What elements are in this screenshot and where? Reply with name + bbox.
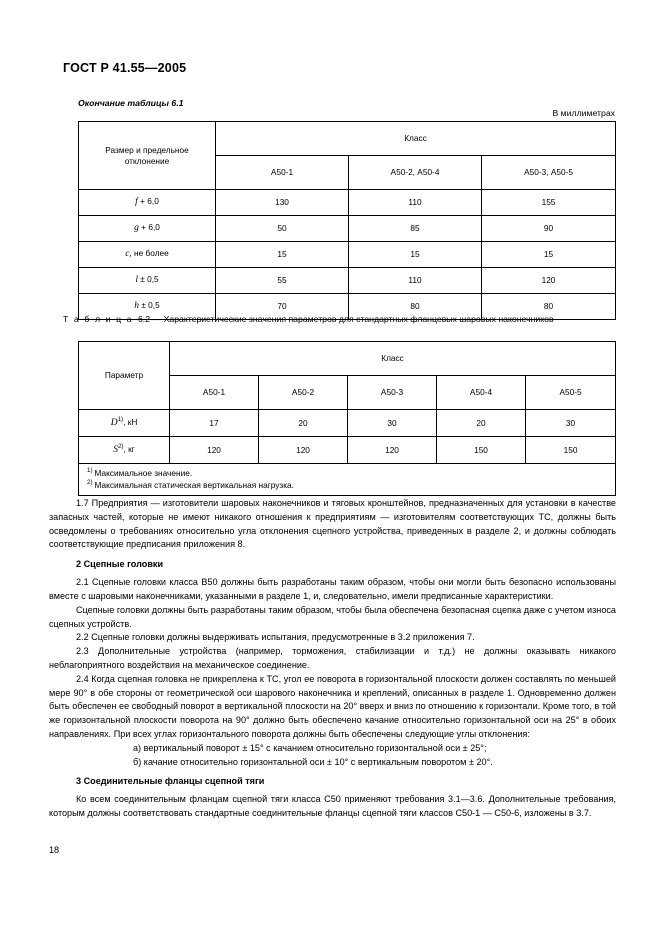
paragraph-3: Ко всем соединительным фланцам сцепной тяги класса С50 применяют требования 3.1—3.6. Дополнительные требования, которым должны соответствовать стандартные соединительные фланцы сцепной тяги классов С50-1 — С50-6, изложены в 3.7. — [49, 794, 616, 819]
param-symbol: f — [135, 197, 138, 208]
table-61-header-row-1 — [79, 122, 616, 156]
table-61-class-header-0: А50-1 — [216, 156, 349, 190]
table-61-cell-3-0: 55 — [216, 268, 349, 294]
table-61-units-note: В миллиметрах — [552, 108, 615, 118]
footnote-marker-1: 1) — [87, 467, 93, 475]
table-61-cell-2-1: 15 — [349, 242, 482, 268]
param-symbol: S — [113, 444, 118, 455]
table-61-cell-0-2: 155 — [482, 190, 616, 216]
table-62-cell-0-1: 20 — [259, 410, 348, 437]
footnote-text-1: Максимальное значение. — [94, 468, 193, 478]
table-62-class-header-4: А50-5 — [526, 376, 616, 410]
param-symbol: h — [134, 301, 140, 312]
paragraph-2-1: 2.1 Сцепные головки класса В50 должны быть разработаны таким образом, чтобы они могли быть безопасно использованы вместе с шаровыми наконечниками, указанными в разделе 1, и, следовательно, имели предписанные характеристики. — [49, 577, 616, 601]
heading-section-3: 3 Соединительные фланцы сцепной тяги — [76, 776, 265, 787]
table-61-param-0 — [79, 190, 216, 216]
table-62-cell-1-2: 120 — [348, 437, 437, 464]
param-rest: + 6,0 — [137, 196, 159, 207]
table-62-footnotes-row — [79, 464, 616, 496]
table-row — [79, 216, 616, 242]
table-61-cell-3-1: 110 — [349, 268, 482, 294]
table-61-group-header: Класс — [216, 122, 616, 156]
table-62-class-header-1: А50-2 — [259, 376, 348, 410]
table-61-cell-3-2: 120 — [482, 268, 616, 294]
param-rest: , кг — [123, 443, 135, 454]
table-62-cell-1-0: 120 — [170, 437, 259, 464]
table-61-cell-0-0: 130 — [216, 190, 349, 216]
paragraph-2-1b: Сцепные головки должны быть разработаны таким образом, чтобы была обеспечена безопасная сцепка даже с учетом износа сцепных устройств. — [49, 604, 616, 629]
table-62-footnotes — [79, 464, 616, 496]
paragraph-1-7: 1.7 Предприятия — изготовители шаровых наконечников и тяговых кронштейнов, предназначенных для установки в качестве запасных частей, которые не имеют никакого отношения к предприятиям — изготовителям соответствующих ТС, должны быть осведомлены о требованиях относительно угла отклонения сцепного устройства, приведенных в разделе 2, и должны соблюдать соответствующие предписания приложения 8. — [49, 498, 616, 550]
table-row — [79, 268, 616, 294]
footnote-text-2: Максимальная статическая вертикальная нагрузка. — [94, 480, 294, 491]
table-61-cell-1-0: 50 — [216, 216, 349, 242]
table-61-class-header-2: А50-3, А50-5 — [482, 156, 616, 190]
param-superscript: 2) — [117, 442, 124, 450]
table-62-caption-label: Т а б л и ц а — [63, 314, 134, 324]
table-61-cell-1-2: 90 — [482, 216, 616, 242]
table-62-cell-0-3: 20 — [437, 410, 526, 437]
table-62-cell-0-2: 30 — [348, 410, 437, 437]
table-62-cell-1-3: 150 — [437, 437, 526, 464]
table-62-class-header-2: А50-3 — [348, 376, 437, 410]
heading-section-2: 2 Сцепные головки — [76, 559, 164, 570]
param-superscript: 1) — [117, 415, 124, 423]
table-row — [79, 437, 616, 464]
table-62-caption-number: 6.2 — [137, 314, 151, 324]
table-62-param-1 — [79, 437, 170, 464]
standard-header: ГОСТ Р 41.55—2005 — [63, 61, 187, 75]
list-item-b: б) качание относительно горизонтальной оси ± 10° с вертикальным поворотом ± 20°. — [133, 756, 493, 767]
body-text — [49, 497, 616, 821]
table-61-cell-0-1: 110 — [349, 190, 482, 216]
param-rest: , не более — [129, 248, 169, 259]
table-62 — [78, 341, 616, 496]
table-62-cell-1-4: 150 — [526, 437, 616, 464]
table-61-cell-2-0: 15 — [216, 242, 349, 268]
table-row — [79, 410, 616, 437]
table-row — [79, 190, 616, 216]
table-62-caption-text: — Характеристические значения параметров для стандартных фланцевых шаровых наконечников — [152, 314, 554, 324]
table-61-class-header-1: А50-2, А50-4 — [349, 156, 482, 190]
table-62-header-row-1 — [79, 342, 616, 376]
table-61-cell-4-0: 70 — [216, 294, 349, 320]
table-61 — [78, 121, 616, 320]
param-symbol: g — [134, 223, 139, 234]
table-61-param-1 — [79, 216, 216, 242]
table-62-class-header-0: А50-1 — [170, 376, 259, 410]
table-62-param-header: Параметр — [79, 342, 170, 410]
table-62-cell-0-0: 17 — [170, 410, 259, 437]
paragraph-2-4: 2.4 Когда сцепная головка не прикреплена к ТС, угол ее поворота в горизонтальной плоскости должен составлять по меньшей мере 90° в обе стороны от геометрической оси шарового наконечника и креплений, описанных в разделе 1. Одновременно должен быть обеспечен ее свободный поворот в вертикальной плоскости на 20° вверх и вниз по отношению к горизонтали. Кроме того, в той же горизонтальной плоскости поворота на 90° должно быть обеспечено качание относительно горизонтальной оси на 25° в обоих направлениях. При всех углах горизонтального поворота должны быть обеспечены следующие углы отклонения: — [49, 673, 616, 739]
table-61-continuation-note: Окончание таблицы 6.1 — [78, 98, 184, 108]
table-62-caption — [63, 313, 616, 325]
table-61-cell-4-1: 80 — [349, 294, 482, 320]
list-item-a: а) вертикальный поворот ± 15° с качанием относительно горизонтальной оси ± 25°; — [133, 742, 487, 753]
footnote-marker-2: 2) — [87, 479, 93, 487]
param-rest: ± 0,5 — [139, 300, 160, 311]
param-rest: + 6,0 — [138, 222, 160, 233]
table-62-class-header-3: А50-4 — [437, 376, 526, 410]
table-61-cell-1-1: 85 — [349, 216, 482, 242]
table-62-cell-1-1: 120 — [259, 437, 348, 464]
param-symbol: D — [110, 417, 118, 428]
param-symbol: l — [135, 275, 138, 286]
table-61-param-header: Размер и предельное отклонение — [79, 122, 216, 190]
footnote-2 — [87, 479, 610, 491]
table-61-param-3 — [79, 268, 216, 294]
table-62-cell-0-4: 30 — [526, 410, 616, 437]
table-61-param-2 — [79, 242, 216, 268]
page-number: 18 — [49, 845, 60, 855]
param-symbol: c — [125, 249, 130, 260]
param-rest: ± 0,5 — [137, 274, 159, 285]
table-61-cell-4-2: 80 — [482, 294, 616, 320]
table-row — [79, 242, 616, 268]
param-rest: , кН — [123, 416, 138, 427]
paragraph-2-3: 2.3 Дополнительные устройства (например, торможения, стабилизации и т.д.) не должны оказывать никакого неблагоприятного воздействия на механическое соединение. — [49, 646, 616, 670]
table-61-cell-2-2: 15 — [482, 242, 616, 268]
footnote-1 — [87, 467, 610, 479]
table-62-param-0 — [79, 410, 170, 437]
paragraph-2-2: 2.2 Сцепные головки должны выдерживать испытания, предусмотренные в 3.2 приложения 7. — [76, 632, 475, 643]
table-62-group-header: Класс — [170, 342, 616, 376]
